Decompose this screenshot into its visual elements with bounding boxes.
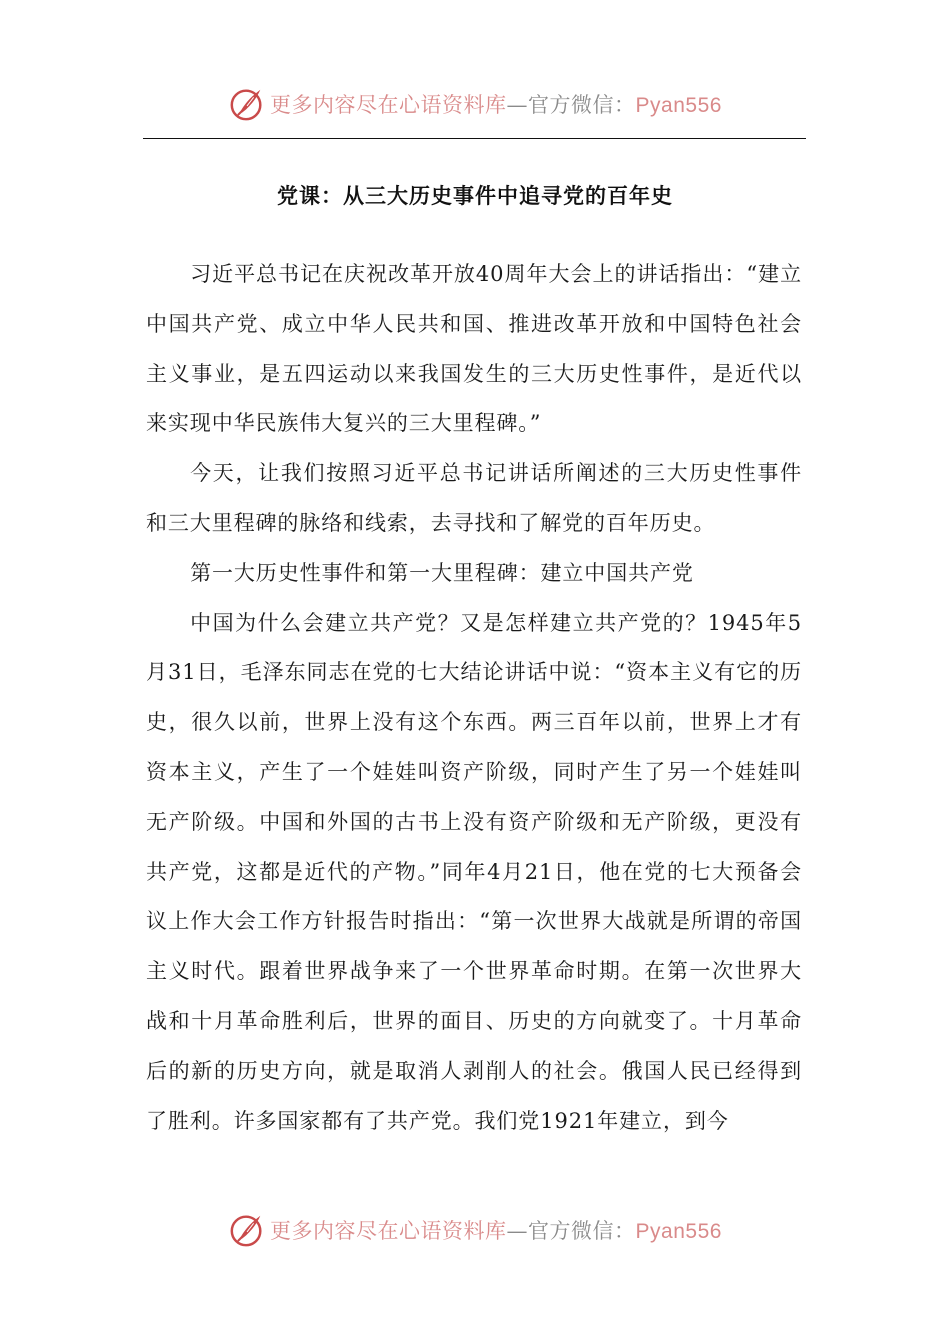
banner-dash: — <box>506 1219 529 1243</box>
banner-main-text: 更多内容尽在心语资料库 <box>270 1219 507 1243</box>
quill-pen-logo-icon <box>228 1211 266 1249</box>
banner-text <box>270 1215 722 1245</box>
banner-sub-text: 官方微信： <box>528 1219 636 1243</box>
banner-wechat-id: Pyan556 <box>635 1220 722 1243</box>
paragraph: 中国为什么会建立共产党？又是怎样建立共产党的？1945年5月31日，毛泽东同志在党的七大结论讲话中说：“资本主义有它的历史，很久以前，世界上没有这个东西。两三百年以前，世界上才有资本主义，产生了一个娃娃叫资产阶级，同时产生了另一个娃娃叫无产阶级。中国和外国的古书上没有资产阶级和无产阶级，更没有共产党，这都是近代的产物。”同年4月21日，他在党的七大预备会议上作大会工作方针报告时指出：“第一次世界大战就是所谓的帝国主义时代。跟着世界战争来了一个世界革命时期。在第一次世界大战和十月革命胜利后，世界的面目、历史的方向就变了。十月革命后的新的历史方向，就是取消人剥削人的社会。俄国人民已经得到了胜利。许多国家都有了共产党。我们党1921年建立，到今 <box>146 610 802 1133</box>
banner-sub-text: 官方微信： <box>528 93 636 117</box>
header-divider <box>143 138 806 139</box>
section-heading: 第一大历史性事件和第一大里程碑：建立中国共产党 <box>190 560 694 585</box>
banner-text <box>270 89 722 119</box>
paragraph: 今天，让我们按照习近平总书记讲话所阐述的三大历史性事件和三大里程碑的脉络和线索，去寻找和了解党的百年历史。 <box>146 461 802 535</box>
footer-banner <box>0 1208 950 1252</box>
document-body <box>146 250 802 1146</box>
quill-pen-logo-icon <box>228 85 266 123</box>
banner-wechat-id: Pyan556 <box>635 94 722 117</box>
document-title: 党课：从三大历史事件中追寻党的百年史 <box>277 183 673 208</box>
banner-dash: — <box>506 93 529 117</box>
paragraph: 习近平总书记在庆祝改革开放40周年大会上的讲话指出：“建立中国共产党、成立中华人民共和国、推进改革开放和中国特色社会主义事业，是五四运动以来我国发生的三大历史性事件，是近代以来实现中华民族伟大复兴的三大里程碑。” <box>146 262 802 436</box>
banner-main-text: 更多内容尽在心语资料库 <box>270 93 507 117</box>
header-banner <box>0 82 950 126</box>
